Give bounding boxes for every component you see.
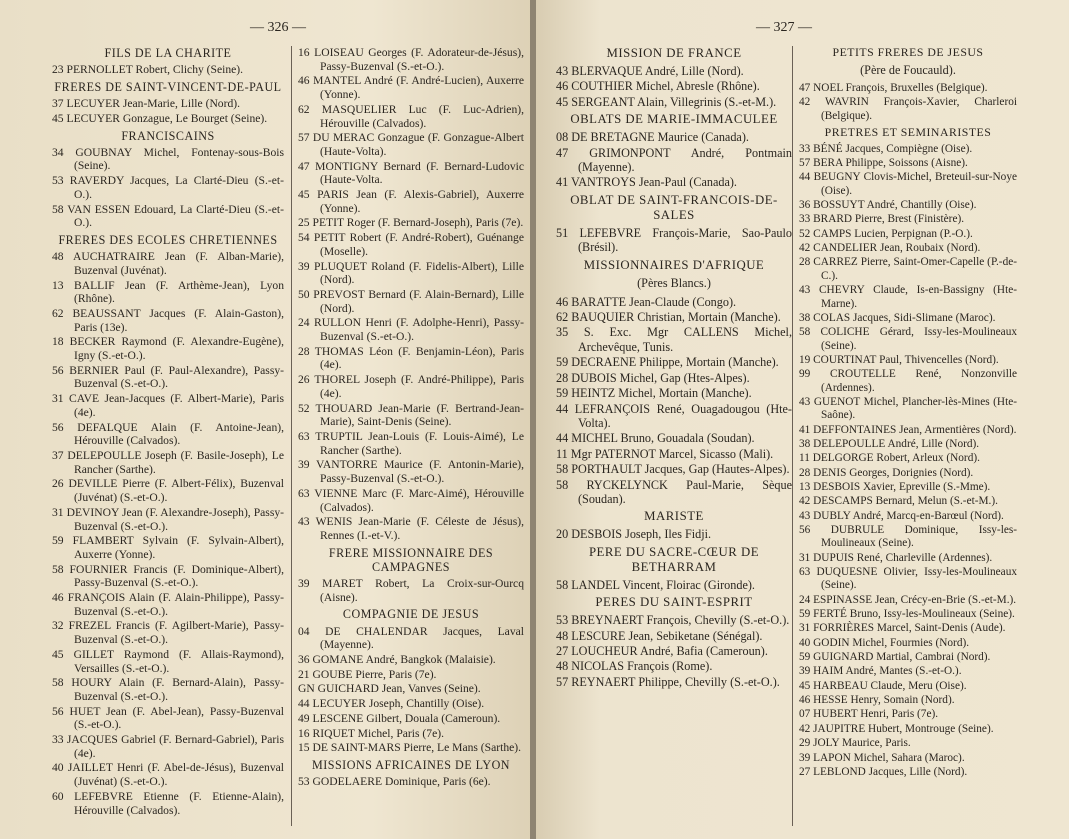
list-item: 28 DENIS Georges, Dorignies (Nord). [799,466,974,479]
list-item: 28 DUBOIS Michel, Gap (Htes-Alpes). [556,370,750,385]
section-heading: COMPAGNIE DE JESUS [342,607,480,622]
entry-list [556,578,792,592]
list-item: 42 JAUPITRE Hubert, Montrouge (Seine). [799,722,994,735]
list-item: 43 BLERVAQUE André, Lille (Nord). [556,64,744,78]
section-heading: PERE DU SACRE-CŒUR DE BETHARRAM [588,544,760,574]
list-item: 58 COLICHE Gérard, Issy-les-Moulineaux (Seine). [799,326,1017,352]
list-item: 51 LEFEBVRE François-Marie, Sao-Paulo (Brésil). [556,225,792,255]
section [52,46,284,77]
entry-list [298,775,524,789]
list-item: 34 GOUBNAY Michel, Fontenay-sous-Bois (Seine). [52,145,284,173]
list-item: 48 LESCURE Jean, Sebiketane (Sénégal). [556,628,763,643]
page-number-left: — 326 — [250,20,306,35]
list-item: 46 FRANÇOIS Alain (F. Alain-Philippe), Passy-Buzenval (S.-et-O.). [52,591,284,618]
list-item: 28 THOMAS Léon (F. Benjamin-Léon), Paris (4e). [298,344,524,372]
left-column-1 [52,46,284,820]
list-item: 39 HAIM André, Mantes (S.-et-O.). [799,665,962,678]
list-item: 16 RIQUET Michel, Paris (7e). [298,726,444,740]
list-item: 59 DECRAENE Philippe, Mortain (Manche). [556,355,779,370]
list-item: 58 HOURY Alain (F. Bernard-Alain), Passy-Buzenval (S.-et-O.). [52,676,284,703]
list-item: 27 LEBLOND Jacques, Lille (Nord). [799,765,968,778]
section [556,193,792,255]
entry-list [52,146,284,230]
section-heading: MISSION DE FRANCE [606,46,742,60]
right-page [536,0,1069,839]
list-item: 04 DE CHALENDAR Jacques, Laval (Mayenne). [298,624,524,652]
list-item: 07 HUBERT Henri, Paris (7e). [799,708,939,721]
section [556,46,792,109]
list-item: 28 CARREZ Pierre, Saint-Omer-Capelle (P.-de-C.). [799,256,1017,282]
section [52,129,284,230]
list-item: 48 AUCHATRAIRE Jean (F. Alban-Marie), Buzenval (Juvénat). [52,250,284,277]
list-item: 13 DESBOIS Xavier, Epreville (S.-Mme). [799,480,991,493]
section [799,46,1017,123]
entry-list [556,613,792,689]
section-heading: FILS DE LA CHARITE [104,46,232,60]
list-item: 57 BERA Philippe, Soissons (Aisne). [799,157,968,170]
list-item: 99 CROUTELLE René, Nonzonville (Ardennes). [799,368,1017,394]
entry-list [52,97,284,125]
left-page [0,0,532,839]
list-item: 53 GODELAERE Dominique, Paris (6e). [298,775,491,789]
list-item: 24 RULLON Henri (F. Adolphe-Henri), Passy-Buzenval (S.-et-O.). [298,316,524,344]
list-item: 45 HARBEAU Claude, Meru (Oise). [799,679,967,692]
list-item: 31 CAVE Jean-Jacques (F. Albert-Marie), Paris (4e). [52,392,284,419]
list-item: 59 GUIGNARD Martial, Cambrai (Nord). [799,651,991,664]
list-item: 41 DEFFONTAINES Jean, Armentières (Nord). [799,423,1017,436]
entry-list [298,577,524,604]
list-item: 42 WAVRIN François-Xavier, Charleroi (Belgique). [799,96,1017,122]
list-item: 15 DE SAINT-MARS Pierre, Le Mans (Sarthe). [298,741,522,755]
list-item: 33 BRARD Pierre, Brest (Finistère). [799,213,965,226]
list-item: 58 LANDEL Vincent, Floirac (Gironde). [556,577,755,592]
list-item: 21 GOUBE Pierre, Paris (7e). [298,667,437,681]
list-item: 20 DESBOIS Joseph, Iles Fidji. [556,527,712,542]
list-item: 27 LOUCHEUR André, Bafia (Cameroun). [556,643,768,658]
list-item: 52 CAMPS Lucien, Perpignan (P.-O.). [799,227,973,240]
section [298,758,524,789]
list-item: 42 CANDELIER Jean, Roubaix (Nord). [799,242,981,255]
list-item: 45 GILLET Raymond (F. Allais-Raymond), Versailles (S.-et-O.). [52,647,284,675]
list-item: 57 REYNAERT Philippe, Chevilly (S.-et-O.). [556,674,780,689]
list-item: 47 GRIMONPONT André, Pontmain (Mayenne). [556,145,792,175]
list-item: 31 DUPUIS René, Charleville (Ardennes). [799,551,993,564]
list-item: 26 THOREL Joseph (F. André-Philippe), Paris (4e). [298,373,524,400]
section [556,545,792,592]
list-item: 45 PARIS Jean (F. Alexis-Gabriel), Auxerre (Yonne). [298,188,524,215]
list-item: 62 MASQUELIER Luc (F. Luc-Adrien), Hérouville (Calvados). [298,102,524,130]
entry-list [556,527,792,541]
column-divider [291,46,292,826]
list-item: GN GUICHARD Jean, Vanves (Seine). [298,682,481,696]
entry-list [298,625,524,755]
list-item: 56 DUBRULE Dominique, Issy-les-Moulineaux (Seine). [799,524,1017,550]
list-item: 13 BALLIF Jean (F. Arthème-Jean), Lyon (Rhône). [52,278,284,306]
list-item: 44 LEFRANÇOIS René, Ouagadougou (Hte-Volta). [556,401,792,430]
right-column-2 [799,46,1017,782]
list-item: 31 FORRIÈRES Marcel, Saint-Denis (Aude). [799,622,1006,635]
list-item: 25 PETIT Roger (F. Bernard-Joseph), Paris (7e). [298,216,524,230]
list-item: 58 PORTHAULT Jacques, Gap (Hautes-Alpes). [556,462,790,477]
list-item: 52 THOUARD Jean-Marie (F. Bertrand-Jean-Marie), Saint-Denis (Seine). [298,401,524,429]
list-item: 63 DUQUESNE Olivier, Issy-les-Moulineaux (Seine). [799,566,1017,592]
section-heading: PETITS FRERES DE JESUS [832,45,984,59]
list-item: 46 BARATTE Jean-Claude (Congo). [556,294,737,309]
list-item: 26 DEVILLE Pierre (F. Albert-Félix), Buzenval (Juvénat) (S.-et-O.). [52,477,284,505]
list-item: 40 GODIN Michel, Fourmies (Nord). [799,636,970,649]
section [556,258,792,507]
section-subheading: (Père de Foucauld). [860,62,956,77]
list-item: 42 DESCAMPS Bernard, Melun (S.-et-M.). [799,495,998,508]
list-item: 45 SERGEANT Alain, Villegrinis (S.-et-M.). [556,94,777,109]
section-heading: MISSIONNAIRES D'AFRIQUE [583,257,765,272]
list-item: 37 LECUYER Jean-Marie, Lille (Nord). [52,97,241,111]
list-item: 54 PETIT Robert (F. André-Robert), Guénange (Moselle). [298,231,524,258]
list-item: 38 DELEPOULLE André, Lille (Nord). [799,437,980,450]
section-heading: PERES DU SAINT-ESPRIT [595,595,753,610]
list-item: 33 BÉNÉ Jacques, Compiègne (Oise). [799,142,973,155]
entry-list [556,64,792,109]
section-heading: OBLAT DE SAINT-FRANCOIS-DE-SALES [570,192,778,222]
list-item: 56 HUET Jean (F. Abel-Jean), Passy-Buzenval (S.-et-O.). [52,704,284,732]
list-item: 39 MARET Robert, La Croix-sur-Ourcq (Aisne). [298,577,524,604]
list-item: 59 HEINTZ Michel, Mortain (Manche). [556,386,752,401]
list-item: 59 FLAMBERT Sylvain (F. Sylvain-Albert), Auxerre (Yonne). [52,534,284,561]
list-item: 08 DE BRETAGNE Maurice (Canada). [556,130,749,145]
section-heading: FRANCISCAINS [121,128,215,143]
list-item: 33 JACQUES Gabriel (F. Bernard-Gabriel), Paris (4e). [52,733,284,760]
section [799,126,1017,779]
list-item: 43 WENIS Jean-Marie (F. Céleste de Jésus), Rennes (I.-et-V.). [298,515,524,542]
list-item: 59 FERTÉ Bruno, Issy-les-Moulineaux (Seine). [799,608,1015,621]
list-item: 45 LECUYER Gonzague, Le Bourget (Seine). [52,111,268,125]
list-item: 39 VANTORRE Maurice (F. Antonin-Marie), Passy-Buzenval (S.-et-O.). [298,458,524,486]
column-divider [792,46,793,826]
list-item: 57 DU MERAC Gonzague (F. Gonzague-Albert (Haute-Volta). [298,131,524,158]
list-item: 24 ESPINASSE Jean, Crécy-en-Brie (S.-et-M.). [799,593,1017,606]
right-column-1 [556,46,792,692]
section-heading: MISSIONS AFRICAINES DE LYON [311,757,511,772]
list-item: 35 S. Exc. Mgr CALLENS Michel, Archevêque, Tunis. [556,325,792,354]
list-item: 37 DELEPOULLE Joseph (F. Basile-Joseph), Le Rancher (Sarthe). [52,448,284,476]
section-heading: MARISTE [644,509,704,524]
list-item: 43 GUENOT Michel, Plancher-lès-Mines (Hte-Saône). [799,395,1017,422]
list-item: 39 LAPON Michel, Sahara (Maroc). [799,751,965,764]
section-subheading: (Pères Blancs.) [637,275,711,290]
list-item: 58 FOURNIER Francis (F. Dominique-Albert), Passy-Buzenval (S.-et-O.). [52,562,284,590]
list-item: 47 MONTIGNY Bernard (F. Bernard-Ludovic (Haute-Volta. [298,159,524,187]
list-item: 62 BAUQUIER Christian, Mortain (Manche). [556,310,781,325]
section-heading: OBLATS DE MARIE-IMMACULEE [570,112,778,127]
list-item: 19 COURTINAT Paul, Thivencelles (Nord). [799,353,999,366]
entry-list [556,130,792,190]
list-item: 63 TRUPTIL Jean-Louis (F. Louis-Aimé), Le Rancher (Sarthe). [298,429,524,457]
list-item: 29 JOLY Maurice, Paris. [799,737,911,750]
list-item: 60 LEFEBVRE Etienne (F. Etienne-Alain), Hérouville (Calvados). [52,789,284,817]
list-item: 53 RAVERDY Jacques, La Clarté-Dieu (S.-et-O.). [52,174,284,201]
entry-list [799,82,1017,123]
list-item: 23 PERNOLLET Robert, Clichy (Seine). [52,63,244,77]
list-item: 38 COLAS Jacques, Sidi-Slimane (Maroc). [799,311,996,324]
list-item: 56 DEFALQUE Alain (F. Antoine-Jean), Hérouville (Calvados). [52,420,284,448]
list-item: 48 NICOLAS François (Rome). [556,659,713,674]
section [556,112,792,190]
list-item: 49 LESCENE Gilbert, Douala (Cameroun). [298,711,501,725]
section [52,233,284,817]
list-item: 18 BECKER Raymond (F. Alexandre-Eugène), Igny (S.-et-O.). [52,335,284,363]
list-item: 44 BEUGNY Clovis-Michel, Breteuil-sur-Noye (Oise). [799,171,1017,197]
entry-list [799,143,1017,779]
list-item: 32 FREZEL Francis (F. Agilbert-Marie), Passy-Buzenval (S.-et-O.). [52,619,284,647]
list-item: 44 MICHEL Bruno, Gouadala (Soudan). [556,431,755,446]
entry-list [52,63,284,77]
list-item: 11 Mgr PATERNOT Marcel, Sicasso (Mali). [556,446,774,461]
list-item: 46 HESSE Henry, Somain (Nord). [799,694,955,707]
list-item: 62 BEAUSSANT Jacques (F. Alain-Gaston), Paris (13e). [52,306,284,334]
entry-list [556,295,792,507]
list-item: 56 BERNIER Paul (F. Paul-Alexandre), Passy-Buzenval (S.-et-O.). [52,363,284,391]
list-item: 43 DUBLY André, Marcq-en-Barœul (Nord). [799,509,1004,522]
list-item: 50 PREVOST Bernard (F. Alain-Bernard), Lille (Nord). [298,287,524,315]
list-item: 40 JAILLET Henri (F. Abel-de-Jésus), Buzenval (Juvénat) (S.-et-O.). [52,761,284,789]
section-heading: PRETRES ET SEMINARISTES [824,124,992,139]
page-number-right: — 327 — [756,20,812,35]
list-item: 36 GOMANE André, Bangkok (Malaisie). [298,653,496,667]
list-item: 39 PLUQUET Roland (F. Fidelis-Albert), Lille (Nord). [298,259,524,287]
list-item: 58 VAN ESSEN Edouard, La Clarté-Dieu (S.-et-O.). [52,202,284,230]
entry-list [52,250,284,817]
list-item: 16 LOISEAU Georges (F. Adorateur-de-Jésus), Passy-Buzenval (S.-et-O.). [298,46,524,73]
section-heading: FRERES DE SAINT-VINCENT-DE-PAUL [54,79,282,94]
section [298,546,524,605]
list-item: 46 MANTEL André (F. André-Lucien), Auxerre (Yonne). [298,74,524,102]
list-item: 47 NOEL François, Bruxelles (Belgique). [799,81,988,94]
list-item: 43 CHEVRY Claude, Is-en-Bassigny (Hte-Marne). [799,284,1017,310]
left-column-2 [298,46,524,792]
entry-list [298,46,524,543]
list-item: 41 VANTROYS Jean-Paul (Canada). [556,175,737,190]
section-heading: FRERES DES ECOLES CHRETIENNES [58,232,278,247]
list-item: 58 RYCKELYNCK Paul-Marie, Sèque (Soudan). [556,477,792,506]
entry-list [556,226,792,255]
list-item: 63 VIENNE Marc (F. Marc-Aimé), Hérouville (Calvados). [298,486,524,514]
list-item: 44 LECUYER Joseph, Chantilly (Oise). [298,697,485,711]
list-item: 11 DELGORGE Robert, Arleux (Nord). [799,452,980,465]
section [556,509,792,541]
section [556,595,792,689]
list-item: 46 COUTHIER Michel, Abresle (Rhône). [556,79,760,94]
list-item: 53 BREYNAERT François, Chevilly (S.-et-O.). [556,613,790,628]
list-item: 36 BOSSUYT André, Chantilly (Oise). [799,199,977,212]
section-heading: FRERE MISSIONNAIRE DES CAMPAGNES [328,545,494,574]
section [298,607,524,755]
section [298,46,524,543]
list-item: 31 DEVINOY Jean (F. Alexandre-Joseph), Passy-Buzenval (S.-et-O.). [52,505,284,533]
section [52,80,284,126]
